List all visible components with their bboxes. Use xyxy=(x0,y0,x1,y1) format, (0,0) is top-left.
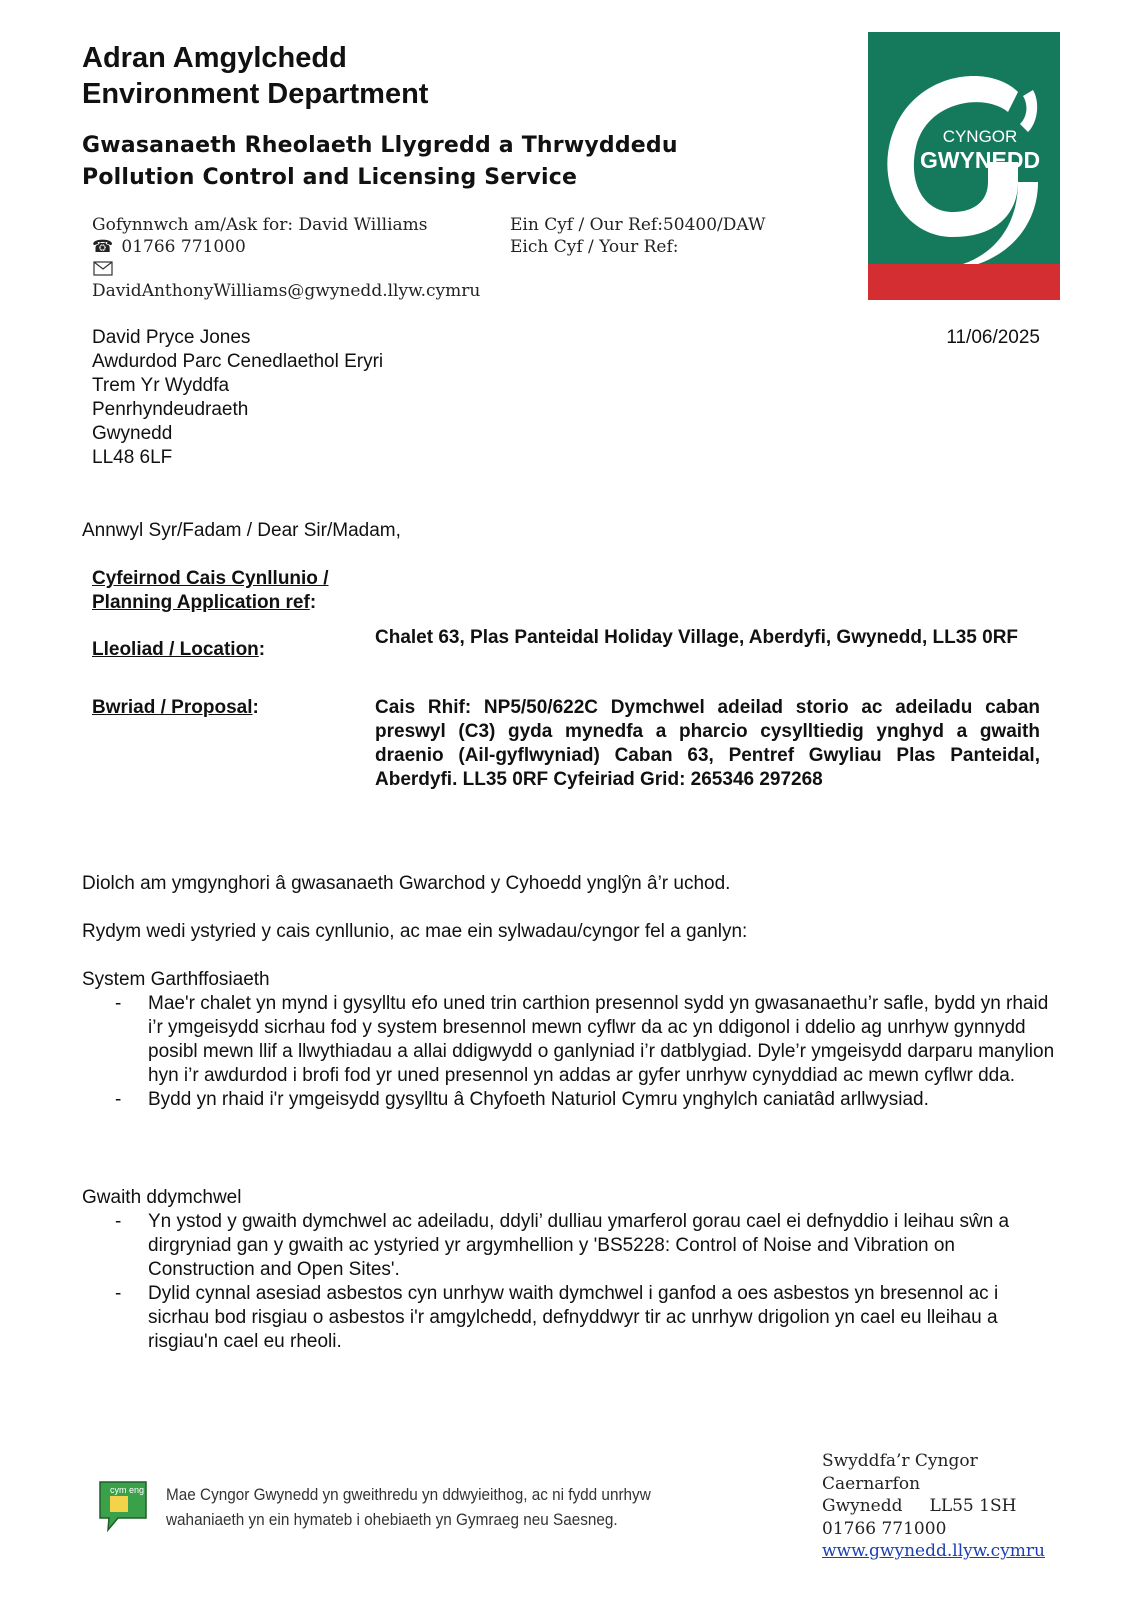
logo-text-gwynedd: GWYNEDD xyxy=(919,147,1041,173)
proposal-label: Bwriad / Proposal: xyxy=(92,697,259,718)
section-demolition-title: Gwaith ddymchwel xyxy=(82,1187,242,1208)
address-line: Awdurdod Parc Cenedlaethol Eryri xyxy=(92,351,384,372)
address-line: David Pryce Jones xyxy=(92,327,251,348)
your-reference: Eich Cyf / Your Ref: xyxy=(510,237,679,257)
gwynedd-logo-mark xyxy=(868,32,1060,300)
location-label: Lleoliad / Location: xyxy=(92,639,266,660)
logo-text-cyngor: CYNGOR xyxy=(942,127,1018,146)
list-item: - Bydd yn rhaid i'r ymgeisydd gysylltu â Chyfoeth Naturiol Cymru ynghylch caniatâd arllwysiad. xyxy=(82,1088,1060,1112)
department-title-welsh: Adran Amgylchedd xyxy=(82,42,347,74)
address-line: Trem Yr Wyddfa xyxy=(92,375,230,396)
website-link[interactable]: www.gwynedd.llyw.cymru xyxy=(822,1541,1045,1561)
list-item: - Mae'r chalet yn mynd i gysylltu efo uned trin carthion presennol sydd yn gwasanaethu’r safle, bydd yn rhaid i’r ymgeisydd sicrhau fod y system bresennol mewn cyflwr da ac yn ddigonol i ddelio ag unrhyw gynnydd posibl mewn llif a llwythiadau a allai ddigwydd o ganlyniad i’r datblygiad. Dyle’r ymgeisydd darparu manylion hyn i’r awdurdod i brofi fod yr uned presennol yn addas ar gyfer unrhyw cynyddiad ac mewn cyflwr dda. xyxy=(82,992,1060,1088)
letter-date: 11/06/2025 xyxy=(946,327,1040,348)
language-policy-note: Mae Cyngor Gwynedd yn gweithredu yn ddwyieithog, ac ni fydd unrhyw wahaniaeth yn ein hymateb i ohebiaeth yn Gymraeg neu Saesneg. xyxy=(166,1485,651,1529)
list-item: - Dylid cynnal asesiad asbestos cyn unrhyw waith dymchwel i ganfod a oes asbestos yn bresennol ac i sicrhau bod risgiau o asbestos i'r amgylchedd, defnyddwyr tir ac unrhyw drigolion yn cael eu lleihau a risgiau'n cael eu rheoli. xyxy=(82,1282,1060,1354)
salutation: Annwyl Syr/Fadam / Dear Sir/Madam, xyxy=(82,520,401,541)
ask-for: Gofynnwch am/Ask for: David Williams xyxy=(92,215,428,235)
service-title-english: Pollution Control and Licensing Service xyxy=(82,165,578,190)
phone-icon: ☎ xyxy=(92,237,114,257)
cyngor-gwynedd-logo xyxy=(868,32,1060,300)
proposal-value: Cais Rhif: NP5/50/622C Dymchwel adeilad storio ac adeiladu caban preswyl (C3) gyda mynedfa a pharcio cysylltiedig ynghyd a gwaith draenio (Ail-gyflwyniad) Caban 63, Pentref Gwyliau Plas Panteidal, Aberdyfi. LL35 0RF Cyfeiriad Grid: 265346 297268 xyxy=(375,697,1040,790)
department-title-english: Environment Department xyxy=(82,78,429,110)
intro-paragraph: Rydym wedi ystyried y cais cynllunio, ac mae ein sylwadau/cyngor fel a ganlyn: xyxy=(82,921,748,942)
contact-phone: 01766 771000 xyxy=(121,237,246,257)
badge-text-eng: eng xyxy=(129,1485,145,1495)
recipient-address xyxy=(92,326,383,470)
bilingual-badge xyxy=(96,1478,150,1539)
our-reference: Ein Cyf / Our Ref:50400/DAW xyxy=(510,215,766,235)
badge-text-cym: cym xyxy=(110,1485,127,1495)
thanks-paragraph: Diolch am ymgynghori â gwasanaeth Gwarchod y Cyhoedd ynglŷn â’r uchod. xyxy=(82,873,731,894)
contact-phone-row xyxy=(92,236,246,258)
list-item: - Yn ystod y gwaith dymchwel ac adeiladu, ddyli’ dulliau ymarferol gorau cael ei defnyddio i leihau sŵn a dirgryniad gan y gwaith ac ystyried yr argymhellion y 'BS5228: Control of Noise and Vibration on Construction and Open Sites'. xyxy=(82,1210,1060,1282)
address-line: Gwynedd xyxy=(92,423,173,444)
section-demolition-list xyxy=(82,1210,1060,1354)
speech-bubble-icon xyxy=(96,1478,150,1534)
council-address xyxy=(822,1450,1045,1563)
email-icon xyxy=(93,261,113,281)
office-phone: 01766 771000 xyxy=(822,1518,947,1539)
section-sewerage-list xyxy=(82,992,1060,1112)
office-county-postcode: Gwynedd LL55 1SH xyxy=(822,1496,1017,1516)
location-value: Chalet 63, Plas Panteidal Holiday Village, Aberdyfi, Gwynedd, LL35 0RF xyxy=(375,627,1019,648)
service-title-welsh: Gwasanaeth Rheolaeth Llygredd a Thrwyddedu xyxy=(82,133,678,158)
contact-email[interactable]: DavidAnthonyWilliams@gwynedd.llyw.cymru xyxy=(92,281,481,301)
office-name: Swyddfa’r Cyngor xyxy=(822,1451,978,1471)
office-town: Caernarfon xyxy=(822,1473,921,1494)
planning-ref-label: Cyfeirnod Cais Cynllunio / Planning Application ref: xyxy=(92,568,329,613)
address-line: LL48 6LF xyxy=(92,447,173,468)
address-line: Penrhyndeudraeth xyxy=(92,399,249,420)
section-sewerage-title: System Garthffosiaeth xyxy=(82,969,270,990)
